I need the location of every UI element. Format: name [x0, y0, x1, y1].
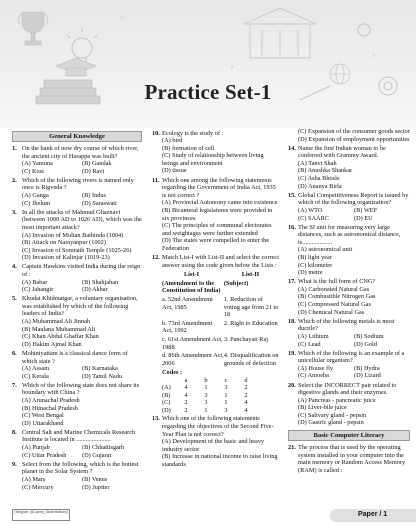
- option[interactable]: (C) Amoeba: [298, 372, 329, 380]
- option[interactable]: (C) Khan Abdul Ghaffar Khan: [22, 333, 99, 341]
- option[interactable]: (A) Tanvi Shah: [298, 159, 337, 167]
- option[interactable]: (B) Karnataka: [82, 365, 118, 373]
- section-general-knowledge: General Knowledge: [12, 131, 142, 142]
- column-2: [152, 128, 280, 469]
- option[interactable]: (B) Bicameral legislatures were provided in six provinces: [162, 206, 273, 222]
- option[interactable]: (C) Asha Bhosle: [298, 175, 340, 183]
- option[interactable]: (B) Increase in national income to raise living standards: [162, 453, 278, 468]
- option[interactable]: (A) Mars: [22, 475, 46, 483]
- option[interactable]: (A) Development of the basic and heavy industry sector: [162, 438, 265, 453]
- option[interactable]: (A) astronomical unit: [298, 246, 353, 254]
- option[interactable]: (A) House fly: [298, 364, 333, 372]
- question-13: 13. Which one of the following statements regarding the objectives of the Second Five-Year Plan is not correct? (A) Development of the basic and heavy industry sector (B) Increase in national income to raise living standards: [152, 415, 280, 468]
- option[interactable]: (A) Pancreas - pancreatic juice: [298, 396, 376, 404]
- option[interactable]: (D) Saraswati: [82, 199, 117, 207]
- option[interactable]: (C) Jahangir: [22, 286, 54, 294]
- question-8: 8. Central Salt and Marine Chemicals Research Institute is located in ...................... (A) Punjab (B) Chhattisgarh (C) Uttar Pradesh (D) Gujarat: [12, 429, 142, 459]
- option[interactable]: (C) Invasion of Somnath Temple (1025-26): [22, 246, 132, 254]
- codes-table: Codes : a b c d (A) 4 1 3 2 (B) 4 3 1 2 (C) 2 3 1 4 (D) 2 1 3 4: [152, 369, 280, 414]
- option[interactable]: (C) Compressed Natural Gas: [298, 301, 371, 309]
- section-basic-computer-literacy: Basic Computer Literacy: [288, 430, 410, 441]
- option[interactable]: (D) Invasion of Kalinjar (1019-23): [22, 254, 110, 262]
- question-13-cont: [288, 128, 410, 143]
- option[interactable]: (A) Assam: [22, 365, 50, 373]
- option[interactable]: (D) Tamil Nadu: [82, 372, 123, 380]
- option[interactable]: (D) Ananya Birla: [298, 182, 342, 190]
- code-row[interactable]: (A) 4 1 3 2: [162, 384, 248, 392]
- option[interactable]: (B) Combustible Nitrogen Gas: [298, 293, 376, 301]
- option[interactable]: (C) The principles of communal electorates and weightages were further extended: [162, 222, 272, 237]
- question-9: 9. Select from the following, which is the hottest planet in the Solar System ? (A) Mars (B) Venus (C) Mercury (D) Jupiter: [12, 461, 142, 491]
- option[interactable]: (C) West Bengal: [22, 412, 64, 420]
- list-row: d. 86th Amendment Act, 2006 4. Disqualification on grounds of defection: [162, 352, 279, 367]
- option[interactable]: (C) kilometre: [298, 261, 333, 269]
- code-row[interactable]: (D) 2 1 3 4: [162, 406, 248, 414]
- option[interactable]: (B) Chhattisgarh: [82, 444, 125, 452]
- option[interactable]: (A) Ganga: [22, 192, 49, 200]
- question-2: 2. Which of the following rivers is named only once is Rigveda ? (A) Ganga (B) Indus (C) Jhelum (D) Saraswati: [12, 177, 142, 207]
- option[interactable]: (D) Lizard: [354, 372, 381, 380]
- list-2-heading: List-II: [241, 271, 260, 279]
- option[interactable]: (D) The states were compelled to enter the Federation: [162, 237, 270, 252]
- option[interactable]: (A) WTO: [298, 206, 323, 214]
- option[interactable]: (D) Uttarakhand: [22, 419, 64, 427]
- question-6: 6. Mohiniyattam is a classical dance form of which state ? (A) Assam (B) Karnataka (C) Kerala (D) Tamil Nadu: [12, 350, 142, 380]
- list-1-heading: List-I: [183, 271, 200, 279]
- code-row[interactable]: (B) 4 3 1 2: [162, 391, 248, 399]
- header-illustration: [0, 0, 416, 128]
- option[interactable]: (D) Ravi: [82, 167, 105, 175]
- option[interactable]: (B) Anushka Shankar: [298, 167, 353, 175]
- option[interactable]: (A) Arunachal Pradesh: [22, 397, 80, 404]
- option[interactable]: (D) Gold: [354, 340, 377, 348]
- option[interactable]: (D) Hakim Ajmal Khan: [22, 340, 82, 348]
- option[interactable]: (A) Invasion of Multan Bathinda (1004): [22, 231, 124, 239]
- question-16: 16. The SI unit for measuring very large distances, such as astronomical distance, is................... (A) astronomical unit (B) light year (C) kilometre (D) metre: [288, 224, 410, 277]
- option[interactable]: (B) formation of cell: [162, 144, 215, 152]
- question-5: 5. Khudai Khidmatgar, a voluntary organisation, was established by which of the following leaders of India? (A) Muhammad Ali Jinnah (B) Maulana Muhammad Ali (C) Khan Abdul Ghaffar Khan (D) Hakim Ajmal Khan: [12, 295, 142, 348]
- option[interactable]: (D) Jupiter: [82, 483, 110, 491]
- option[interactable]: (A) Carbonated Natural Gas: [298, 285, 370, 293]
- option[interactable]: (B) Indus: [82, 192, 106, 200]
- question-12: 12. Match List-I with List-II and select the correct answer using the code given below the Lists : List-I List-II (Amendment to the Constitution of India) (Subject) a. 52nd Amendment Act, 1985 1. Reduction of voting age from 21 to 18 b. 73rd Amendment Act, 1992 2. Right to Education c. 61st Amendment Act, 1988 3. Panchayati Raj d. 86th Amendment Act, 2006 4. Disqualification on grounds of defection Codes : a b c d (A) 4 1 3 2 (B) 4 3 1 2 (C) 2 3 1 4 (D) 2 1 3 4: [152, 254, 279, 414]
- page-title: Practice Set-1: [144, 80, 272, 104]
- svg-text:?: ?: [230, 66, 234, 72]
- svg-text:?: ?: [372, 54, 376, 60]
- option[interactable]: (B) Hydra: [354, 364, 380, 372]
- option[interactable]: (A) Provincial Autonomy came into existence: [162, 199, 278, 207]
- option[interactable]: (C) SAARC: [298, 214, 329, 222]
- option[interactable]: (B) WEF: [354, 206, 378, 214]
- column-1: [12, 128, 142, 491]
- list-row: b. 73rd Amendment Act, 1992 2. Right to Education: [162, 319, 278, 335]
- option[interactable]: (D) Akbar: [82, 286, 108, 294]
- option[interactable]: (D) EU: [354, 214, 373, 222]
- option[interactable]: (C) Kosi: [22, 167, 44, 175]
- option[interactable]: (C) Kerala: [22, 372, 49, 380]
- option[interactable]: (C) Jhelum: [22, 199, 51, 207]
- option[interactable]: (A) Punjab: [22, 444, 50, 452]
- question-19: 19. Which of the following is an example of a unicellular organism? (A) House fly (B) Hydra (C) Amoeba (D) Lizard: [288, 350, 410, 380]
- header-banner: [0, 0, 416, 128]
- option[interactable]: (A) Babar: [22, 278, 48, 286]
- option[interactable]: (C) Salivary gland - pepsin: [298, 411, 367, 419]
- list-row: a. 52nd Amendment Act, 1985 1. Reduction of voting age from 21 to 18: [162, 295, 279, 319]
- option[interactable]: (D) metre: [298, 269, 323, 277]
- option[interactable]: (D) Expansion of employment opportunities: [298, 135, 410, 143]
- list-row: c. 61st Amendment Act, 1988 3. Panchayati Raj: [162, 335, 269, 351]
- option[interactable]: (B) Maulana Muhammad Ali: [22, 325, 96, 333]
- option[interactable]: (D) Gastric gland - pepsin: [298, 419, 364, 427]
- question-1: 1. On the bank of now dry course of which river, the ancient city of Harappa was built? (A) Yamuna (B) Gandak (C) Kosi (D) Ravi: [12, 145, 142, 175]
- option[interactable]: (B) Liver-bile juice: [298, 404, 347, 412]
- option[interactable]: (B) Venus: [82, 475, 108, 483]
- option[interactable]: (D) Chemical Natural Gas: [298, 308, 365, 316]
- option[interactable]: (B) light year: [298, 254, 332, 261]
- option[interactable]: (A) Muhammad Ali Jinnah: [22, 318, 91, 326]
- question-11: 11. Which one among the following statements regarding the Government of India Act, 1935 is not correct ? (A) Provincial Autonomy came into existence (B) Bicameral legislatures were provided in six provinces (C) The principles of communal electorates and weightages were further extended (D) The states were compelled to enter the Federation: [152, 177, 280, 253]
- page-footer: [330, 503, 416, 525]
- option[interactable]: (B) Gandak: [82, 160, 112, 168]
- telegram-stamp: [Telegram: @Caprep_Studentslibrary]: [12, 509, 70, 521]
- page-number: Paper / 1: [358, 511, 388, 518]
- question-21: 21. The process that is used by the operating system installed in your computer into the main memory or Random Access Memory (RAM) is called :: [288, 444, 406, 474]
- question-15: 15. Global Competitiveness Report is issued by which of the following organization? (A) WTO (B) WEF (C) SAARC (D) EU: [288, 191, 409, 222]
- question-4: 4. Captain Hawkins visited India during the reign of : (A) Babar (B) Shahjahan (C) Jahangir (D) Akbar: [12, 263, 141, 294]
- question-7: 7. Which of the following state does not share its boundary with China ? (A) Arunachal Pradesh (B) Himachal Pradesh (C) West Bengal (D) Uttarakhand: [12, 382, 142, 428]
- option[interactable]: (D) Gujarat: [82, 451, 112, 459]
- question-17: 17. What is the full form of CNG? (A) Carbonated Natural Gas (B) Combustible Nitrogen Gas (C) Compressed Natural Gas (D) Chemical Natural Gas: [288, 278, 410, 316]
- question-20: 20. Select the INCORRECT pair related to digestive glands and their enzymes. (A) Pancreas - pancreatic juice (B) Liver-bile juice (C) Salivary gland - pepsin (D) Gastric gland - pepsin: [288, 382, 410, 428]
- option[interactable]: (A) Lithium: [298, 332, 329, 340]
- question-14: 14. Name the first Indian woman to be conferred with Grammy Award. (A) Tanvi Shah (B) Anushka Shankar (C) Asha Bhosle (D) Ananya Birla: [288, 145, 410, 191]
- column-3: [288, 128, 410, 474]
- option[interactable]: (B) Shahjahan: [82, 278, 119, 286]
- option[interactable]: (B) Sodium: [354, 332, 384, 340]
- option[interactable]: (C) Lead: [298, 340, 321, 348]
- option[interactable]: (C) Mercury: [22, 483, 54, 491]
- option[interactable]: (C) Study of relationship between living beings and environment: [162, 152, 264, 167]
- question-18: 18. Which of the following metals is most ductile? (A) Lithium (B) Sodium (C) Lead (D) Gold: [288, 318, 410, 348]
- option[interactable]: (B) Himachal Pradesh: [22, 404, 78, 412]
- option[interactable]: (C) Expansion of the consumer goods sector: [298, 128, 410, 135]
- question-10: 10. Ecology is the study of : (A) bird (B) formation of cell (C) Study of relationship between living beings and environment (D) tissue: [152, 130, 280, 176]
- option[interactable]: (D) tissue: [162, 167, 187, 175]
- svg-text:?: ?: [120, 16, 124, 22]
- code-row[interactable]: (C) 2 3 1 4: [162, 399, 248, 407]
- option[interactable]: (B) Attack on Narayanpur (1002): [22, 239, 106, 247]
- option[interactable]: (A) Yamuna: [22, 160, 53, 168]
- option[interactable]: (C) Uttar Pradesh: [22, 451, 67, 459]
- option[interactable]: (A) bird: [162, 137, 183, 145]
- question-3: 3. In all the attacks of Mahmud Ghaznavi (between 1000 AD to 1026 AD), which was the most important attack? (A) Invasion of Multan Bathinda (1004) (B) Attack on Narayanpur (1002) (C) Invasion of Somnath Temple (1025-26) (D) Invasion of Kalinjar (1019-23): [12, 208, 142, 262]
